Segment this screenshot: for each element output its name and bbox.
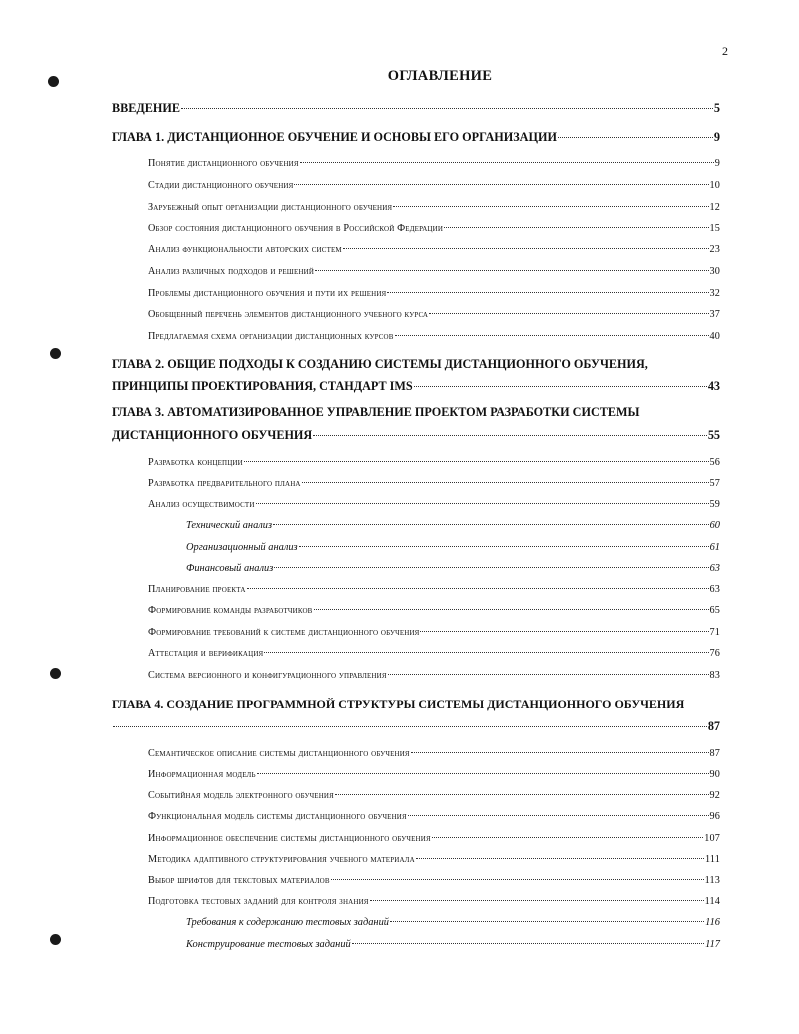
toc-entry-label: Организационный анализ (186, 542, 298, 553)
toc-entry-introduction[interactable] (112, 101, 720, 116)
toc-entry-section[interactable] (148, 288, 720, 299)
toc-entry-label: Выбор шрифтов для текстовых материалов (148, 875, 330, 886)
toc-entry-subsection[interactable] (186, 542, 720, 553)
toc-entry-section[interactable] (148, 158, 720, 169)
toc-entry-label: Функциональная модель системы дистанционного обучения (148, 811, 407, 822)
dot-leader (331, 879, 704, 880)
toc-entry-label: ПРИНЦИПЫ ПРОЕКТИРОВАНИЯ, СТАНДАРТ IMS (112, 379, 413, 393)
dot-leader (388, 674, 709, 675)
toc-entry-label: Конструирование тестовых заданий (186, 939, 351, 950)
toc-entry-section[interactable] (148, 748, 720, 759)
toc-chapter-3-line1: ГЛАВА 3. АВТОМАТИЗИРОВАННОЕ УПРАВЛЕНИЕ ПРОЕКТОМ РАЗРАБОТКИ СИСТЕМЫ (112, 405, 640, 419)
toc-entry-section[interactable] (148, 244, 720, 255)
toc-entry-page: 111 (705, 854, 720, 865)
dot-leader (420, 631, 708, 632)
dot-leader (352, 943, 704, 944)
page-number: 2 (722, 44, 728, 58)
toc-entry-page: 63 (709, 584, 720, 595)
toc-entry-section[interactable] (148, 627, 720, 638)
toc-entry-label: ДИСТАНЦИОННОГО ОБУЧЕНИЯ (112, 428, 313, 442)
punch-hole-mark (50, 934, 61, 945)
toc-entry-label: Методика адаптивного структурирования учебного материала (148, 854, 415, 865)
toc-entry-label: Разработка концепции (148, 457, 243, 468)
toc-entry-label: Проблемы дистанционного обучения и пути их решения (148, 288, 387, 299)
toc-entry-section[interactable] (148, 670, 720, 681)
toc-entry-page: 87 (709, 748, 720, 759)
toc-entry-section[interactable] (148, 584, 720, 595)
toc-entry-section[interactable] (148, 648, 720, 659)
dot-leader (294, 184, 708, 185)
toc-entry-page: 92 (709, 790, 720, 801)
toc-entry-chapter-2[interactable] (112, 379, 720, 394)
toc-entry-page: 15 (709, 223, 720, 234)
toc-entry-label: Зарубежный опыт организации дистанционного обучения (148, 202, 393, 213)
toc-entry-section[interactable] (148, 309, 720, 320)
toc-entry-page: 63 (709, 563, 720, 574)
toc-entry-label: Финансовый анализ (186, 563, 274, 574)
toc-entry-section[interactable] (148, 202, 720, 213)
dot-leader (257, 773, 709, 774)
toc-entry-page: 83 (709, 670, 720, 681)
toc-entry-page: 43 (707, 379, 720, 393)
toc-entry-label: Информационное обеспечение системы дистанционного обучения (148, 833, 431, 844)
toc-entry-page: 65 (709, 605, 720, 616)
dot-leader (558, 137, 713, 138)
toc-entry-label: Анализ различных подходов и решений (148, 266, 315, 277)
toc-entry-page: 5 (713, 101, 720, 115)
toc-entry-page: 107 (704, 833, 720, 844)
toc-chapter-2-line1: ГЛАВА 2. ОБЩИЕ ПОДХОДЫ К СОЗДАНИЮ СИСТЕМЫ ДИСТАНЦИОННОГО ОБУЧЕНИЯ, (112, 357, 648, 371)
toc-entry-page: 61 (709, 542, 720, 553)
toc-title: ОГЛАВЛЕНИЕ (387, 68, 493, 84)
toc-entry-page: 90 (709, 769, 720, 780)
toc-entry-label: Анализ функциональности авторских систем (148, 244, 342, 255)
dot-leader (395, 335, 709, 336)
dot-leader (343, 248, 709, 249)
toc-entry-subsection[interactable] (186, 563, 720, 574)
toc-entry-page: 55 (707, 428, 720, 442)
toc-entry-section[interactable] (148, 499, 720, 510)
toc-chapter-4-line1: ГЛАВА 4. СОЗДАНИЕ ПРОГРАММНОЙ СТРУКТУРЫ СИСТЕМЫ ДИСТАНЦИОННОГО ОБУЧЕНИЯ (112, 697, 685, 711)
dot-leader (300, 162, 714, 163)
toc-entry-label: Понятие дистанционного обучения (148, 158, 299, 169)
toc-entry-subsection[interactable] (186, 917, 720, 928)
toc-entry-label: Требования к содержанию тестовых заданий (186, 917, 389, 928)
toc-entry-label: Семантическое описание системы дистанционного обучения (148, 748, 410, 759)
toc-entry-label: Предлагаемая схема организации дистанционных курсов (148, 331, 394, 342)
toc-entry-section[interactable] (148, 331, 720, 342)
toc-entry-label: Аттестация и верификация (148, 648, 264, 659)
toc-entry-page: 96 (709, 811, 720, 822)
dot-leader (387, 292, 708, 293)
toc-entry-label: Разработка предварительного плана (148, 478, 301, 489)
toc-entry-section[interactable] (148, 266, 720, 277)
dot-leader (113, 726, 707, 727)
punch-hole-mark (50, 348, 61, 359)
toc-entry-subsection[interactable] (186, 520, 720, 531)
toc-entry-page: 113 (704, 875, 720, 886)
toc-entry-section[interactable] (148, 875, 720, 886)
toc-entry-label: Формирование требований к системе дистанционного обучения (148, 627, 420, 638)
dot-leader (315, 270, 708, 271)
toc-entry-label: Стадии дистанционного обучения (148, 180, 294, 191)
toc-entry-chapter-3[interactable] (112, 428, 720, 443)
toc-entry-page: 57 (709, 478, 720, 489)
toc-entry-page: 30 (709, 266, 720, 277)
toc-entry-section[interactable] (148, 811, 720, 822)
dot-leader (302, 482, 709, 483)
toc-entry-subsection[interactable] (186, 939, 720, 950)
dot-leader (370, 900, 704, 901)
toc-entry-section[interactable] (148, 854, 720, 865)
toc-entry-page: 56 (709, 457, 720, 468)
dot-leader (335, 794, 709, 795)
toc-entry-page: 87 (707, 719, 720, 733)
toc-entry-section[interactable] (148, 790, 720, 801)
toc-entry-page: 9 (713, 130, 720, 144)
dot-leader (273, 524, 709, 525)
toc-entry-label: ВВЕДЕНИЕ (112, 101, 180, 115)
toc-entry-page: 76 (709, 648, 720, 659)
toc-entry-label: Обобщенный перечень элементов дистанционного учебного курса (148, 309, 429, 320)
dot-leader (416, 858, 704, 859)
toc-entry-page: 10 (709, 180, 720, 191)
toc-entry-label: Подготовка тестовых заданий для контроля знания (148, 896, 369, 907)
toc-entry-page: 40 (709, 331, 720, 342)
dot-leader (244, 461, 709, 462)
toc-entry-section[interactable] (148, 605, 720, 616)
dot-leader (393, 206, 708, 207)
toc-entry-label: Технический анализ (186, 520, 273, 531)
toc-entry-page: 60 (709, 520, 720, 531)
toc-entry-page: 9 (714, 158, 720, 169)
toc-entry-chapter-4[interactable] (112, 719, 720, 734)
dot-leader (429, 313, 708, 314)
toc-entry-page: 114 (704, 896, 720, 907)
dot-leader (299, 546, 709, 547)
toc-entry-section[interactable] (148, 180, 720, 191)
toc-entry-section[interactable] (148, 769, 720, 780)
dot-leader (247, 588, 709, 589)
toc-entry-section[interactable] (148, 457, 720, 468)
dot-leader (444, 227, 708, 228)
toc-entry-label: ГЛАВА 1. ДИСТАНЦИОННОЕ ОБУЧЕНИЕ И ОСНОВЫ ЕГО ОРГАНИЗАЦИИ (112, 130, 557, 144)
toc-entry-chapter-1[interactable] (112, 130, 720, 145)
toc-entry-label: Формирование команды разработчиков (148, 605, 313, 616)
toc-entry-section[interactable] (148, 833, 720, 844)
toc-entry-page: 37 (709, 309, 720, 320)
dot-leader (274, 567, 708, 568)
toc-entry-label: Планирование проекта (148, 584, 246, 595)
dot-leader (408, 815, 709, 816)
toc-entry-label: Информационная модель (148, 769, 256, 780)
dot-leader (181, 108, 713, 109)
punch-hole-mark (50, 668, 61, 679)
toc-entry-page: 71 (709, 627, 720, 638)
dot-leader (414, 386, 707, 387)
toc-entry-label: Анализ осуществимости (148, 499, 255, 510)
toc-entry-page: 23 (709, 244, 720, 255)
toc-entry-section[interactable] (148, 478, 720, 489)
dot-leader (390, 921, 704, 922)
toc-entry-label: Событийная модель электронного обучения (148, 790, 334, 801)
dot-leader (264, 652, 708, 653)
dot-leader (256, 503, 709, 504)
dot-leader (314, 609, 709, 610)
dot-leader (411, 752, 709, 753)
toc-entry-page: 32 (709, 288, 720, 299)
toc-entry-label: Обзор состояния дистанционного обучения в Российской Федерации (148, 223, 444, 234)
toc-entry-page: 117 (705, 939, 720, 950)
toc-entry-section[interactable] (148, 896, 720, 907)
toc-entry-page: 12 (709, 202, 720, 213)
toc-entry-label: Система версионного и конфигурационного управления (148, 670, 387, 681)
toc-entry-section[interactable] (148, 223, 720, 234)
toc-entry-page: 59 (709, 499, 720, 510)
dot-leader (432, 837, 703, 838)
toc-entry-page: 116 (705, 917, 720, 928)
dot-leader (313, 435, 707, 436)
